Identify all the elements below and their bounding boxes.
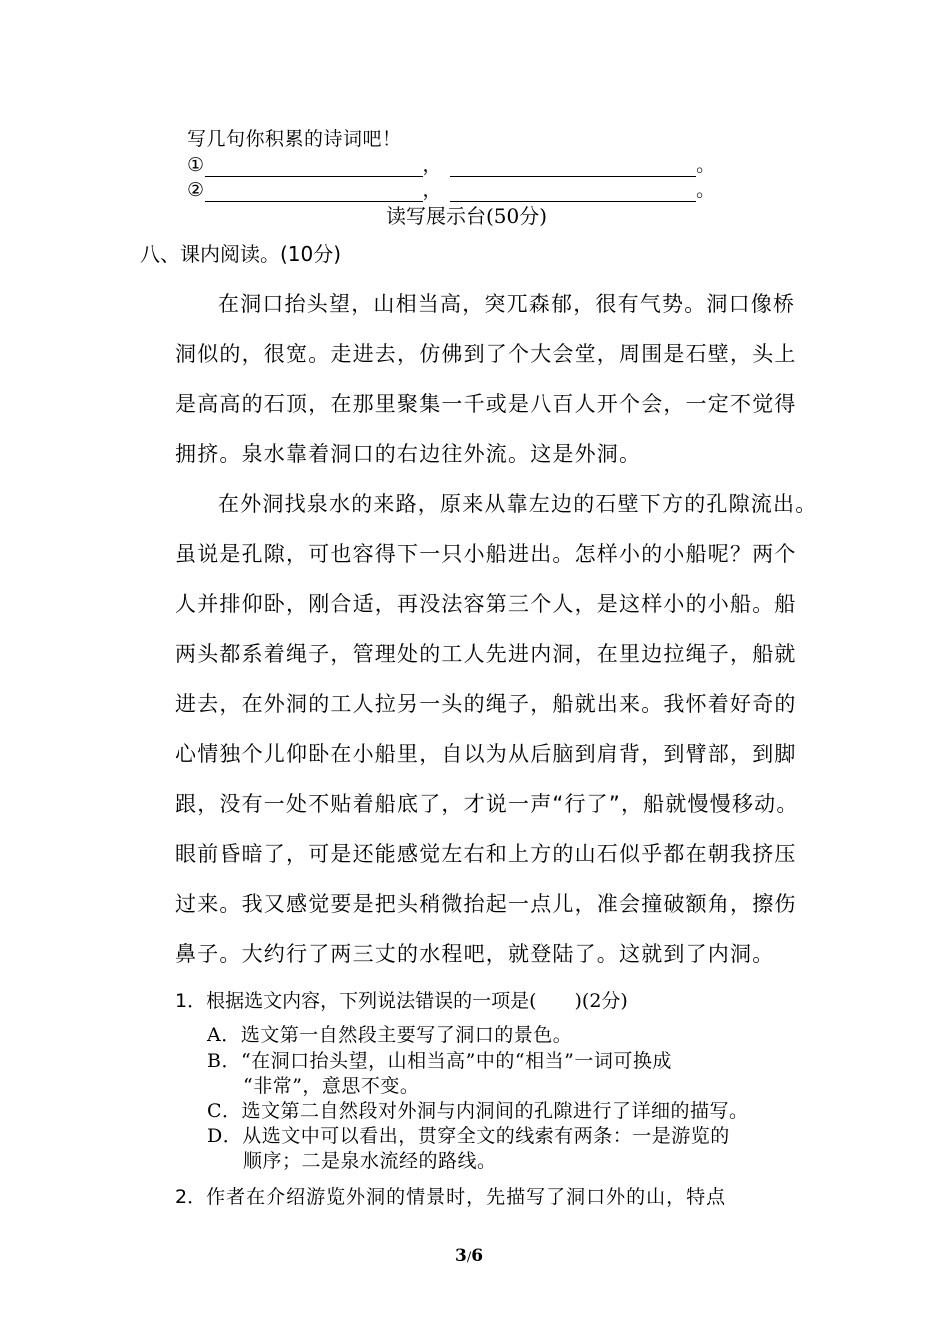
passage-line: 鼻子。大约行了两三丈的水程吧，就登陆了。这就到了内洞。	[175, 942, 775, 966]
option-text: “在洞口抬头望，山相当高”中的“相当”一词可换成	[240, 1050, 672, 1072]
passage-line: 虽说是孔隙，可也容得下一只小船进出。怎样小的小船呢？两个	[175, 542, 797, 566]
question-number: 1．	[175, 990, 207, 1012]
passage-line: 心情独个儿仰卧在小船里，自以为从后脑到肩背，到臂部，到脚	[175, 742, 797, 766]
question-number: 2．	[175, 1186, 207, 1208]
passage-line: 跟，没有一处不贴着船底了，才说一声“行了”，船就慢慢移动。	[175, 792, 799, 816]
option-b[interactable]	[207, 1046, 672, 1073]
option-c[interactable]	[207, 1096, 749, 1123]
option-label: A．	[207, 1024, 241, 1046]
answer-blank[interactable]	[205, 156, 423, 177]
blank-comma: ，	[422, 179, 443, 201]
reading-heading: 八、课内阅读。(10分)	[140, 242, 342, 266]
answer-blank[interactable]	[450, 181, 696, 202]
option-label: C．	[207, 1100, 242, 1122]
option-text: 选文第一自然段主要写了洞口的景色。	[240, 1024, 573, 1046]
blank-end: 。	[696, 179, 716, 201]
blank-row-2	[187, 175, 716, 202]
question-stem: 根据选文内容，下列说法错误的一项是( )(2分)	[206, 990, 628, 1012]
question-stem: 作者在介绍游览外洞的情景时，先描写了洞口外的山，特点	[206, 1186, 727, 1208]
option-text: 选文第二自然段对外洞与内洞间的孔隙进行了详细的描写。	[241, 1100, 749, 1122]
option-a[interactable]	[207, 1020, 572, 1047]
option-b-continuation: “非常”，意思不变。	[243, 1075, 420, 1097]
passage-line: 两头都系着绳子，管理处的工人先进内洞，在里边拉绳子，船就	[175, 642, 797, 666]
question-2	[175, 1182, 726, 1209]
blank-row-1	[187, 150, 716, 177]
passage-line: 过来。我又感觉要是把头稍微抬起一点儿，准会撞破额角，擦伤	[175, 892, 797, 916]
page-current: 3	[455, 1246, 467, 1266]
passage-line: 人并排仰卧，刚合适，再没法容第三个人，是这样小的小船。船	[175, 592, 797, 616]
option-d[interactable]	[207, 1121, 730, 1148]
passage-line: 进去，在外洞的工人拉另一头的绳子，船就出来。我怀着好奇的	[175, 692, 797, 716]
answer-blank[interactable]	[450, 156, 696, 177]
passage-line: 拥挤。泉水靠着洞口的右边往外流。这是外洞。	[175, 442, 642, 466]
option-label: D．	[207, 1125, 243, 1147]
blank-end: 。	[696, 154, 716, 176]
passage-line: 眼前昏暗了，可是还能感觉左右和上方的山石似乎都在朝我挤压	[175, 842, 797, 866]
option-text: 从选文中可以看出，贯穿全文的线索有两条：一是游览的	[242, 1125, 730, 1147]
passage-line: 在洞口抬头望，山相当高，突兀森郁，很有气势。洞口像桥	[218, 292, 796, 316]
answer-blank[interactable]	[205, 181, 423, 202]
page-total: 6	[471, 1246, 484, 1266]
passage-line: 洞似的，很宽。走进去，仿佛到了个大会堂，周围是石壁，头上	[175, 342, 797, 366]
passage-line: 是高高的石顶，在那里聚集一千或是八百人开个会，一定不觉得	[175, 392, 797, 416]
section-title: 读写展示台(50分)	[386, 204, 548, 228]
accumulation-prompt: 写几句你积累的诗词吧！	[187, 128, 402, 150]
page-number	[455, 1246, 483, 1266]
option-d-continuation: 顺序；二是泉水流经的路线。	[243, 1150, 497, 1172]
blank-marker: ②	[187, 179, 205, 201]
page-separator: /	[466, 1250, 472, 1265]
option-label: B．	[207, 1050, 241, 1072]
question-1	[175, 986, 628, 1013]
passage-line: 在外洞找泉水的来路，原来从靠左边的石壁下方的孔隙流出。	[218, 492, 818, 516]
blank-marker: ①	[187, 154, 205, 176]
blank-comma: ，	[422, 154, 443, 176]
